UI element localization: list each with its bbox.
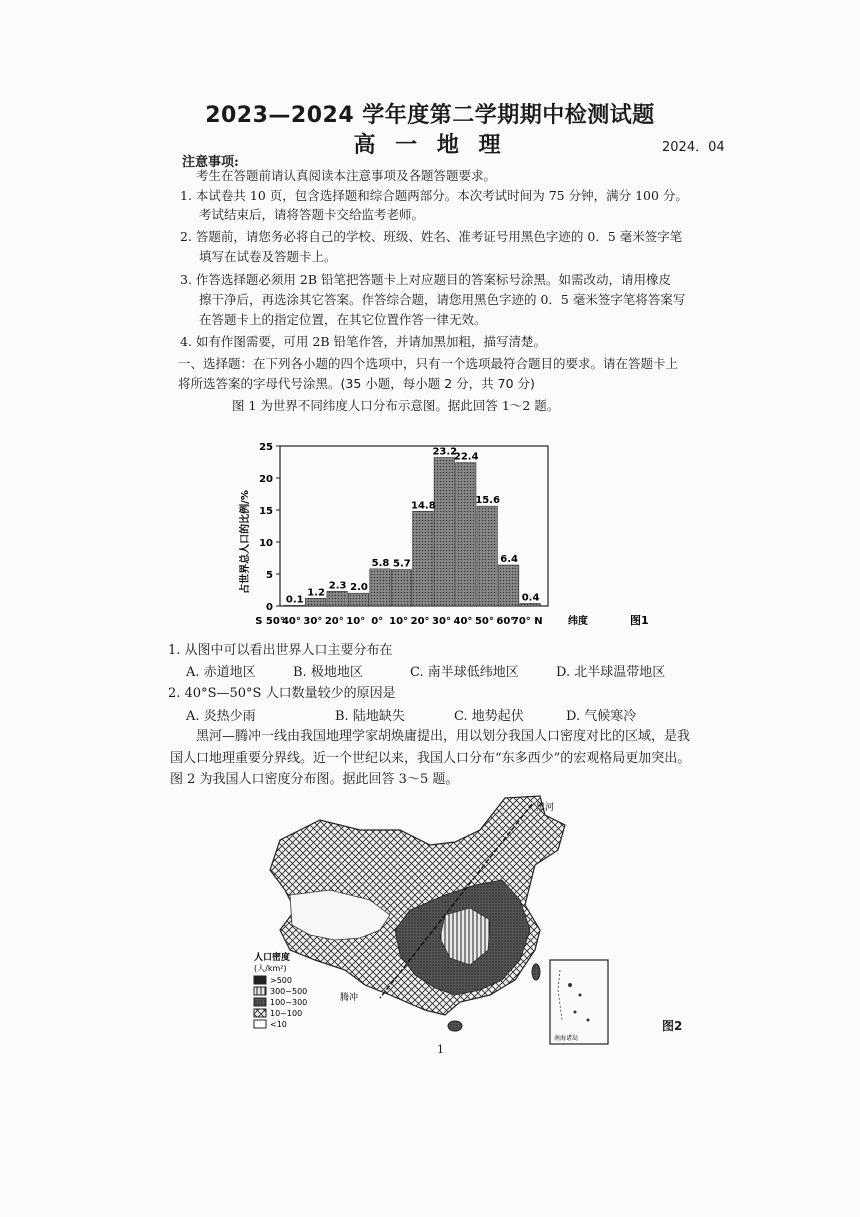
label-tengchong: 腾冲 (340, 993, 359, 1003)
legend-swatch-gt500 (254, 976, 266, 984)
bar-value-label: 15.6 (475, 495, 501, 507)
legend-swatch-300-500 (254, 987, 266, 995)
notice-intro: 考生在答题前请认真阅读本注意事项及各题答题要求。 (196, 168, 497, 183)
chart-bar (370, 569, 390, 606)
notice-item: 2. 答题前，请您务必将自己的学校、班级、姓名、准考证号用黑色字迹的 0．5 毫米签字笔 (180, 229, 683, 244)
section-heading: 一、选择题：在下列各小题的四个选项中，只有一个选项最符合题目的要求。请在答题卡上 (178, 356, 679, 371)
bar-value-label: 2.3 (328, 580, 347, 592)
chart-bar (348, 593, 368, 606)
notice-item: 3. 作答选择题必须用 2B 铅笔把答题卡上对应题目的答案标号涂黑。如需改动，请用橡皮 (180, 272, 671, 287)
bar-value-label: 6.4 (500, 554, 518, 566)
fig2-label: 图2 (662, 1019, 683, 1033)
y-tick-label: 25 (259, 442, 273, 453)
fig1-intro: 图 1 为世界不同纬度人口分布示意图。据此回答 1～2 题。 (232, 398, 560, 413)
q1-option-c[interactable]: C. 南半球低纬地区 (410, 665, 519, 680)
chart-ylabel: 占世界总人口的比例/% (240, 490, 251, 594)
x-tick-label: 60° (496, 616, 516, 627)
exam-title: 2023—2024 学年度第二学期期中检测试题 (205, 103, 655, 128)
y-tick-label: 20 (259, 474, 273, 485)
chart-xlabel: 纬度 (568, 616, 588, 627)
bar-value-label: 22.4 (453, 451, 479, 463)
chart-bar (284, 605, 304, 606)
x-tick-label: 40° (281, 616, 301, 627)
legend-unit: (人/km²) (254, 964, 287, 973)
china-population-density-map (240, 790, 620, 1050)
chart-bar (327, 591, 347, 606)
y-tick-label: 0 (266, 602, 273, 613)
chart-bar (305, 598, 325, 606)
x-tick-label: 20° (410, 616, 430, 627)
legend-title: 人口密度 (254, 953, 291, 963)
notice-item: 考试结束后，请将答题卡交给监考老师。 (199, 207, 425, 222)
x-tick-label: 10° (389, 616, 409, 627)
passage-line: 黑河—腾冲一线由我国地理学家胡焕庸提出，用以划分我国人口密度对比的区域，是我 (196, 729, 691, 744)
chart-bar (456, 463, 476, 606)
notice-item: 在答题卡上的指定位置，在其它位置作答一律无效。 (199, 312, 487, 327)
bar-value-label: 5.8 (371, 557, 390, 569)
chart-fig-label: 图1 (630, 614, 649, 627)
hainan-island (448, 1021, 462, 1031)
notice-title: 注意事项: (182, 155, 239, 170)
x-tick-label: S 50° (255, 616, 285, 627)
legend-300-500: 300~500 (270, 987, 308, 996)
chart-bar (434, 458, 454, 606)
q2-option-b[interactable]: B. 陆地缺失 (335, 709, 405, 724)
x-tick-label: 30° (303, 616, 323, 627)
chart-bar (477, 506, 497, 606)
x-tick-label: 20° (324, 616, 344, 627)
section-heading-cont: 将所选答案的字母代号涂黑。(35 小题，每小题 2 分，共 70 分) (178, 376, 535, 391)
bar-value-label: 2.0 (350, 582, 368, 594)
q1-option-d[interactable]: D. 北半球温带地区 (556, 665, 666, 680)
chart-bar (413, 511, 433, 606)
y-tick-label: 5 (266, 570, 273, 581)
q2-option-a[interactable]: A. 炎热少雨 (186, 709, 256, 724)
legend-lt10: <10 (270, 1020, 287, 1029)
bar-value-label: 5.7 (393, 558, 411, 570)
x-tick-label: 40° (453, 616, 473, 627)
legend-swatch-lt10 (254, 1020, 266, 1028)
population-latitude-chart (232, 432, 662, 628)
q2-option-c[interactable]: C. 地势起伏 (454, 709, 524, 724)
legend-gt500: >500 (270, 976, 292, 985)
page-number: 1 (437, 1043, 444, 1056)
exam-subject: 高 一 地 理 (353, 133, 507, 158)
q1-option-b[interactable]: B. 极地地区 (293, 665, 363, 680)
notice-item: 1. 本试卷共 10 页，包含选择题和综合题两部分。本次考试时间为 75 分钟，满分 100 分。 (180, 188, 688, 203)
y-tick-label: 15 (259, 506, 273, 517)
taiwan-island (532, 964, 540, 980)
notice-item: 填写在试卷及答题卡上。 (199, 249, 337, 264)
x-tick-label: 50° (474, 616, 494, 627)
legend-10-100: 10~100 (270, 1009, 303, 1018)
y-tick-label: 10 (259, 538, 273, 549)
x-tick-label: 10° (346, 616, 366, 627)
bar-value-label: 1.2 (307, 587, 326, 599)
passage-line: 国人口地理重要分界线。近一个世纪以来，我国人口分布“东多西少”的宏观格局更加突出。 (170, 751, 691, 766)
notice-item: 4. 如有作图需要，可用 2B 铅笔作答，并请加黑加粗，描写清楚。 (180, 334, 546, 349)
bar-value-label: 14.8 (411, 500, 436, 512)
q2-option-d[interactable]: D. 气候寒冷 (566, 709, 637, 724)
bar-value-label: 23.2 (432, 446, 458, 458)
bar-value-label: 0.1 (285, 594, 304, 606)
x-tick-label: 30° (432, 616, 451, 627)
legend-swatch-100-300 (254, 998, 266, 1006)
bar-value-label: 0.4 (521, 592, 540, 604)
exam-date: 2024．04 (662, 140, 725, 155)
legend-100-300: 100~300 (270, 998, 308, 1007)
chart-bar (498, 565, 518, 606)
question-1-stem: 1. 从图中可以看出世界人口主要分布在 (168, 643, 393, 658)
inset-label: 南海诸岛 (554, 1035, 579, 1042)
passage-line: 图 2 为我国人口密度分布图。据此回答 3～5 题。 (170, 772, 459, 787)
x-tick-label: 70° N (511, 616, 543, 627)
question-2-stem: 2. 40°S—50°S 人口数量较少的原因是 (168, 686, 396, 701)
chart-bar (520, 603, 540, 606)
x-tick-label: 0° (371, 616, 384, 627)
south-china-sea-inset (550, 960, 608, 1044)
notice-item: 擦干净后，再选涂其它答案。作答综合题，请您用黑色字迹的 0．5 毫米签字笔将答案写 (199, 292, 686, 307)
label-heihe: 黑河 (536, 803, 555, 813)
q1-option-a[interactable]: A. 赤道地区 (186, 665, 256, 680)
legend-swatch-10-100 (254, 1009, 266, 1017)
chart-bar (391, 570, 411, 606)
